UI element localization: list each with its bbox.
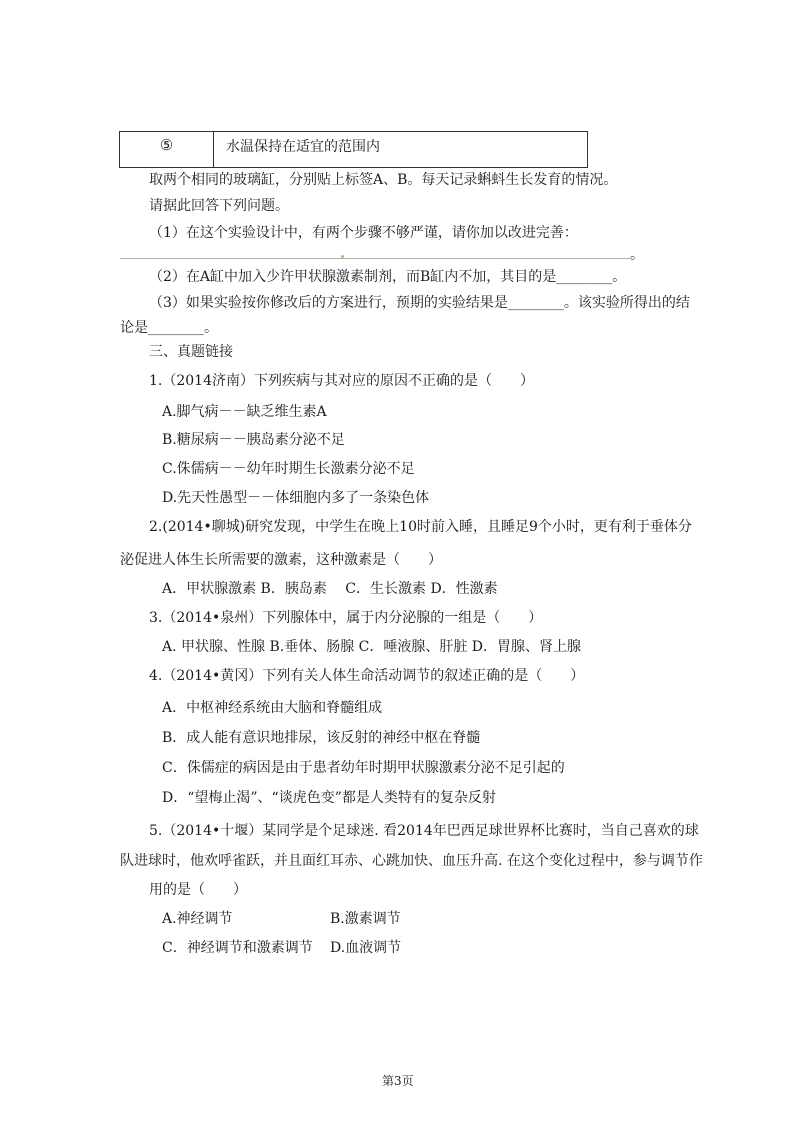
item-3-options: A. 甲状腺、性腺 B.垂体、肠腺 C．唾液腺、肝脏 D．胃腺、肾上腺 [162, 639, 582, 655]
item-4-option-b: B．成人能有意识地排尿，该反射的神经中枢在脊髓 [162, 730, 481, 746]
item-1-option-c: C.侏儒病－－幼年时期生长激素分泌不足 [162, 461, 415, 477]
step-text: 水温保持在适宜的范围内 [214, 132, 588, 168]
table-row [120, 132, 588, 168]
item-5-stem-line-1: 5.（2014•十堰）某同学是个足球迷. 看2014年巴西足球世界杯比赛时，当自己喜欢的球 [149, 823, 699, 839]
line-mark [341, 255, 344, 258]
item-4-option-d: D．“望梅止渴”、“谈虎色变”都是人类特有的复杂反射 [162, 790, 496, 806]
question-1: （1）在这个实验设计中，有两个步骤不够严谨，请你加以改进完善： [149, 225, 578, 241]
item-1-option-b: B.糖尿病－－胰岛素分泌不足 [162, 432, 345, 448]
intro-line-1: 取两个相同的玻璃缸，分别贴上标签A、B。每天记录蝌蚪生长发育的情况。 [149, 172, 618, 188]
item-5-option-d: D.血液调节 [330, 940, 402, 956]
question-1-end: 。 [630, 247, 644, 263]
question-2: （2）在A缸中加入少许甲状腺激素制剂，而B缸内不加，其目的是________。 [149, 269, 627, 285]
item-5-option-a: A.神经调节 [162, 911, 233, 927]
section-title: 三、真题链接 [149, 344, 233, 360]
item-1-option-d: D.先天性愚型－－体细胞内多了一条染色体 [162, 490, 430, 506]
item-2-stem-line-2: 泌促进人体生长所需要的激素，这种激素是（ ） [120, 552, 442, 568]
item-5-option-c: C．神经调节和激素调节 [162, 940, 313, 956]
item-2-stem-line-1: 2.(2014•聊城)研究发现，中学生在晚上10时前入睡，且睡足9个小时，更有利于垂体分 [149, 519, 692, 535]
intro-line-2: 请据此回答下列问题。 [149, 198, 289, 214]
item-4-option-c: C．侏儒症的病因是由于患者幼年时期甲状腺激素分泌不足引起的 [162, 760, 565, 776]
item-2-options: A．甲状腺激素 B．胰岛素 C．生长激素 D．性激素 [162, 581, 498, 597]
item-4-option-a: A．中枢神经系统由大脑和脊髓组成 [162, 700, 383, 716]
item-5-stem-line-2: 队进球时，他欢呼雀跃，并且面红耳赤、心跳加快、血压升高. 在这个变化过程中，参与调节作 [120, 853, 703, 869]
item-5-option-b: B.激素调节 [330, 911, 401, 927]
item-1-option-a: A.脚气病－－缺乏维生素A [162, 404, 327, 420]
question-3-line-1: （3）如果实验按你修改后的方案进行，预期的实验结果是________。该实验所得出的结 [149, 295, 690, 311]
item-5-stem-line-3: 用的是（ ） [149, 882, 247, 898]
answer-blank-line [120, 258, 630, 259]
question-3-line-2: 论是________。 [120, 320, 218, 336]
step-number: ⑤ [120, 132, 214, 168]
item-3-stem: 3.（2014•泉州）下列腺体中，属于内分泌腺的一组是（ ） [149, 610, 543, 626]
item-1-stem: 1.（2014济南）下列疾病与其对应的原因不正确的是（ ） [149, 373, 534, 389]
experiment-step-table [119, 131, 588, 168]
page-number: 第3页 [382, 1074, 414, 1088]
item-4-stem: 4.（2014•黄冈）下列有关人体生命活动调节的叙述正确的是（ ） [149, 668, 585, 684]
